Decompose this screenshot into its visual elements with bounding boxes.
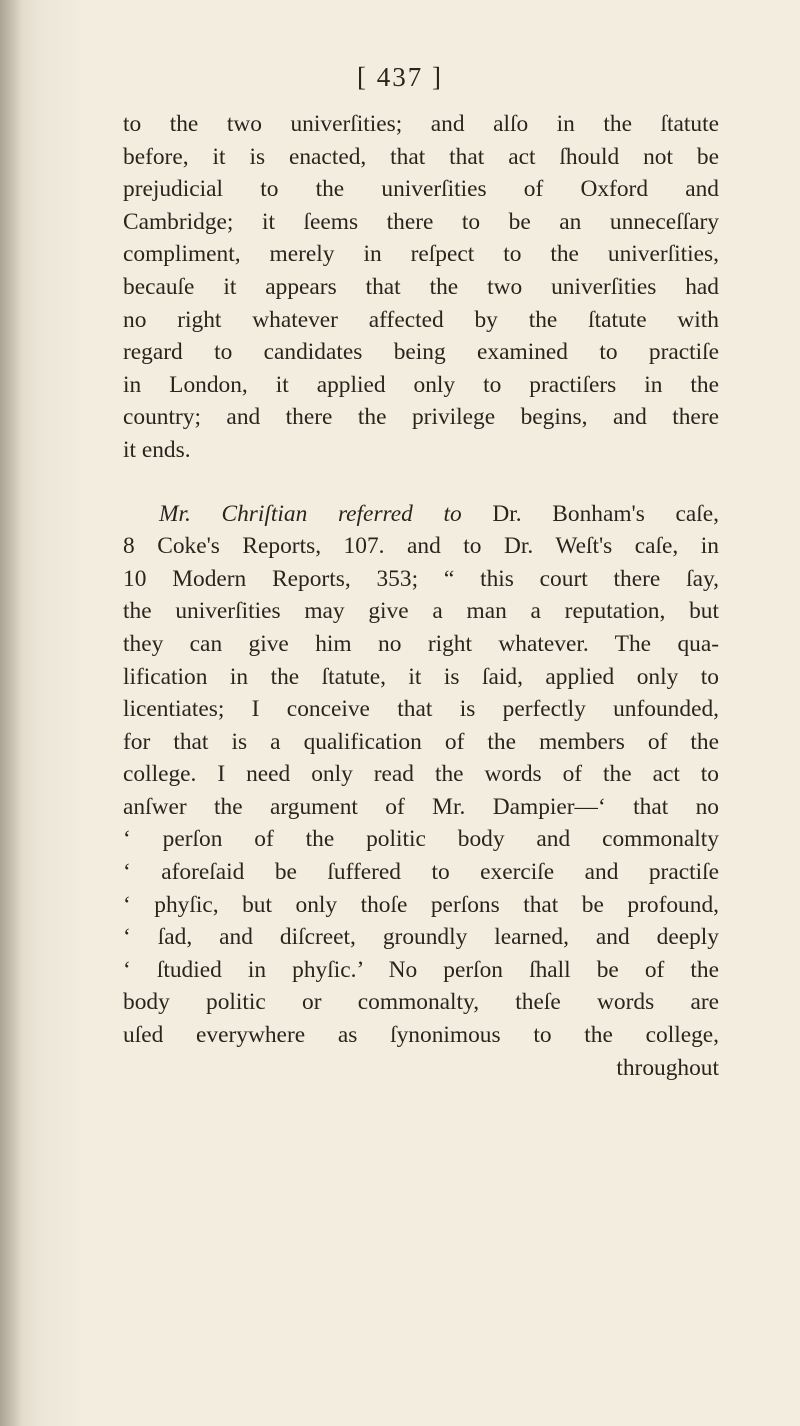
text-line: prejudicial to the univerſities of Oxford and	[123, 176, 719, 203]
paragraph-1	[123, 108, 719, 467]
speaker-reference: Mr. Chriſtian referred to	[159, 500, 462, 527]
text-line: becauſe it appears that the two univerſities had	[123, 273, 719, 300]
binding-gutter-shadow	[0, 0, 22, 1426]
text-line: country; and there the privilege begins, and there	[123, 404, 719, 431]
text-line: Cambridge; it ſeems there to be an unneceſſary	[123, 208, 719, 235]
text-line: compliment, merely in reſpect to the univerſities,	[123, 241, 719, 268]
text-line: ‘ phyſic, but only thoſe perſons that be profound,	[123, 891, 719, 918]
text-line: ‘ ſtudied in phyſic.’ No perſon ſhall be of the	[123, 956, 719, 983]
text-line: uſed everywhere as ſynonimous to the college,	[123, 1022, 719, 1049]
catchword: throughout	[616, 1054, 719, 1081]
text-line: ‘ perſon of the politic body and commonalty	[123, 826, 719, 853]
text-line: they can give him no right whatever. The qua-	[123, 630, 719, 657]
text-line: body politic or commonalty, theſe words are	[123, 989, 719, 1016]
text-line: for that is a qualification of the members of the	[123, 728, 719, 755]
text-line: anſwer the argument of Mr. Dampier—‘ that no	[123, 793, 719, 820]
page-number: [ 437 ]	[357, 62, 443, 92]
text-line: in London, it applied only to practiſers in the	[123, 371, 719, 398]
text-line: college. I need only read the words of the act to	[123, 761, 719, 788]
text-line: ‘ aforeſaid be ſuffered to exerciſe and practiſe	[123, 859, 719, 886]
text-line: the univerſities may give a man a reputation, but	[123, 598, 719, 625]
text-line: ‘ ſad, and diſcreet, groundly learned, and deeply	[123, 924, 719, 951]
body-text	[123, 108, 719, 1084]
text-line: lification in the ſtatute, it is ſaid, applied only to	[123, 663, 719, 690]
text-line: it ends.	[123, 436, 191, 463]
text-line: 10 Modern Reports, 353; “ this court there ſay,	[123, 565, 719, 592]
text-line: no right whatever affected by the ſtatute with	[123, 306, 719, 333]
first-line-rest: Dr. Bonham's caſe,	[461, 500, 720, 527]
paragraph-gap	[123, 467, 719, 498]
text-line: before, it is enacted, that that act ſhould not be	[123, 143, 719, 170]
text-line-first	[123, 498, 719, 531]
text-line: regard to candidates being examined to practiſe	[123, 339, 719, 366]
paragraph-2	[123, 498, 719, 1085]
text-line: licentiates; I conceive that is perfectly unfounded,	[123, 696, 719, 723]
text-line: to the two univerſities; and alſo in the ſtatute	[123, 111, 719, 137]
text-line: 8 Coke's Reports, 107. and to Dr. Weſt's caſe, in	[123, 533, 719, 560]
